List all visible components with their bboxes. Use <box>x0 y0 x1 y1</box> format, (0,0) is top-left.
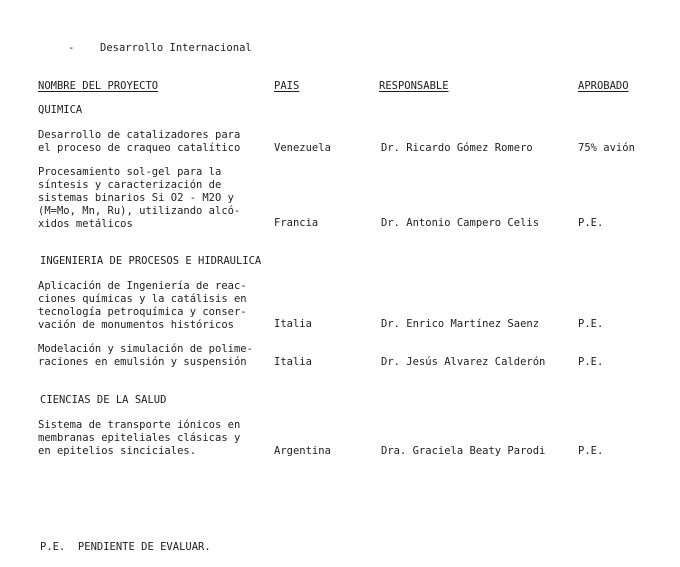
project-approved: P.E. <box>578 445 604 457</box>
project-country: Italia <box>274 318 312 330</box>
project-title: Sistema de transporte iónicos en membranas epiteliales clásicas y en epitelios sinciciales. <box>38 419 241 457</box>
project-title: Modelación y simulación de polime- raciones en emulsión y suspensión <box>38 343 253 368</box>
project-title: Desarrollo de catalizadores para el proceso de craqueo catalítico <box>38 129 241 154</box>
project-responsible: Dr. Antonio Campero Celis <box>381 217 540 229</box>
project-responsible: Dr. Ricardo Gómez Romero <box>381 142 533 154</box>
category-heading-quimica: QUIMICA <box>38 104 83 116</box>
project-title: Procesamiento sol-gel para la síntesis y caracterización de sistemas binarios Si O2 - M2O y (M=Mo, Mn, Ru), utilizando alcó- xidos metálicos <box>38 166 241 230</box>
project-approved: P.E. <box>578 356 604 368</box>
category-heading-ingenieria: INGENIERIA DE PROCESOS E HIDRAULICA <box>40 255 262 267</box>
column-header-responsible: RESPONSABLE <box>379 80 449 92</box>
project-responsible: Dra. Graciela Beaty Parodi <box>381 445 546 457</box>
project-country: Venezuela <box>274 142 331 154</box>
project-country: Argentina <box>274 445 331 457</box>
project-approved: 75% avión <box>578 142 635 154</box>
project-title: Aplicación de Ingeniería de reac- ciones químicas y la catálisis en tecnología petroquímica y conser- vación de monumentos históricos <box>38 280 247 331</box>
project-responsible: Dr. Jesús Alvarez Calderón <box>381 356 546 368</box>
project-country: Italia <box>274 356 312 368</box>
column-header-approved: APROBADO <box>578 80 629 92</box>
project-approved: P.E. <box>578 318 604 330</box>
column-header-country: PAIS <box>274 80 300 92</box>
project-approved: P.E. <box>578 217 604 229</box>
project-country: Francia <box>274 217 319 229</box>
section-heading: Desarrollo Internacional <box>100 42 252 54</box>
project-responsible: Dr. Enrico Martínez Saenz <box>381 318 540 330</box>
section-dash: - <box>68 42 75 54</box>
footnote: P.E. PENDIENTE DE EVALUAR. <box>40 541 211 553</box>
category-heading-ciencias: CIENCIAS DE LA SALUD <box>40 394 167 406</box>
column-header-project: NOMBRE DEL PROYECTO <box>38 80 159 92</box>
